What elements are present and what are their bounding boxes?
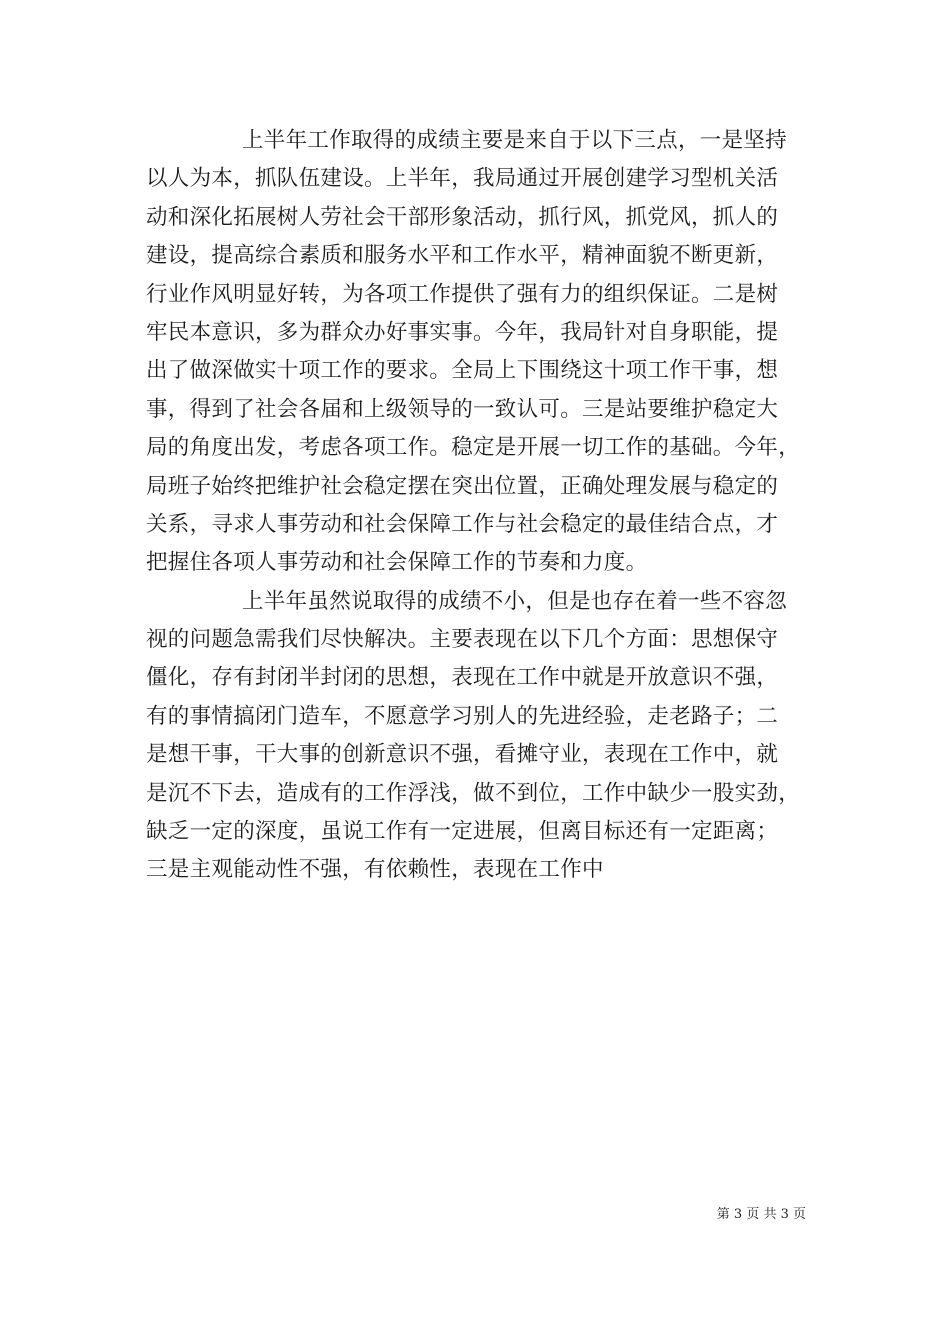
paragraph-1 [146,122,810,583]
document-body [146,122,810,890]
paragraph-line: 关系，寻求人事劳动和社会保障工作与社会稳定的最佳结合点，才 [146,511,779,537]
paragraph-line: 三是主观能动性不强，有依赖性，表现在工作中 [146,857,604,883]
paragraph-line: 是沉不下去，造成有的工作浮浅，做不到位，工作中缺少一股实劲， [146,780,801,806]
paragraph-line: 建设，提高综合素质和服务水平和工作水平，精神面貌不断更新， [146,243,779,269]
paragraph-line: 局班子始终把维护社会稳定摆在突出位置，正确处理发展与稳定的 [146,473,779,499]
paragraph-line: 牢民本意识，多为群众办好事实事。今年，我局针对自身职能，提 [146,319,779,345]
paragraph-line: 视的问题急需我们尽快解决。主要表现在以下几个方面：思想保守 [146,627,779,653]
paragraph-line: 把握住各项人事劳动和社会保障工作的节奏和力度。 [146,550,648,576]
paragraph-line: 缺乏一定的深度，虽说工作有一定进展，但离目标还有一定距离； [146,819,779,845]
paragraph-line: 出了做深做实十项工作的要求。全局上下围绕这十项工作干事，想 [146,358,779,384]
paragraph-line: 上半年虽然说取得的成绩不小，但是也存在着一些不容忽 [242,588,788,614]
paragraph-line: 上半年工作取得的成绩主要是来自于以下三点，一是坚持 [242,128,788,153]
paragraph-2 [146,583,810,890]
paragraph-line: 行业作风明显好转，为各项工作提供了强有力的组织保证。二是树 [146,281,779,307]
paragraph-line: 是想干事，干大事的创新意识不强，看摊守业，表现在工作中，就 [146,742,779,768]
paragraph-line: 以人为本，抓队伍建设。上半年，我局通过开展创建学习型机关活 [146,166,779,192]
page-number-footer: 第 3 页 共 3 页 [716,1207,806,1222]
paragraph-line: 有的事情搞闭门造车，不愿意学习别人的先进经验，走老路子；二 [146,703,779,729]
paragraph-line: 事，得到了社会各届和上级领导的一致认可。三是站要维护稳定大 [146,396,779,422]
paragraph-line: 局的角度出发，考虑各项工作。稳定是开展一切工作的基础。今年， [146,435,801,461]
paragraph-line: 僵化，存有封闭半封闭的思想，表现在工作中就是开放意识不强， [146,665,779,691]
paragraph-line: 动和深化拓展树人劳社会干部形象活动，抓行风，抓党风，抓人的 [146,204,779,230]
